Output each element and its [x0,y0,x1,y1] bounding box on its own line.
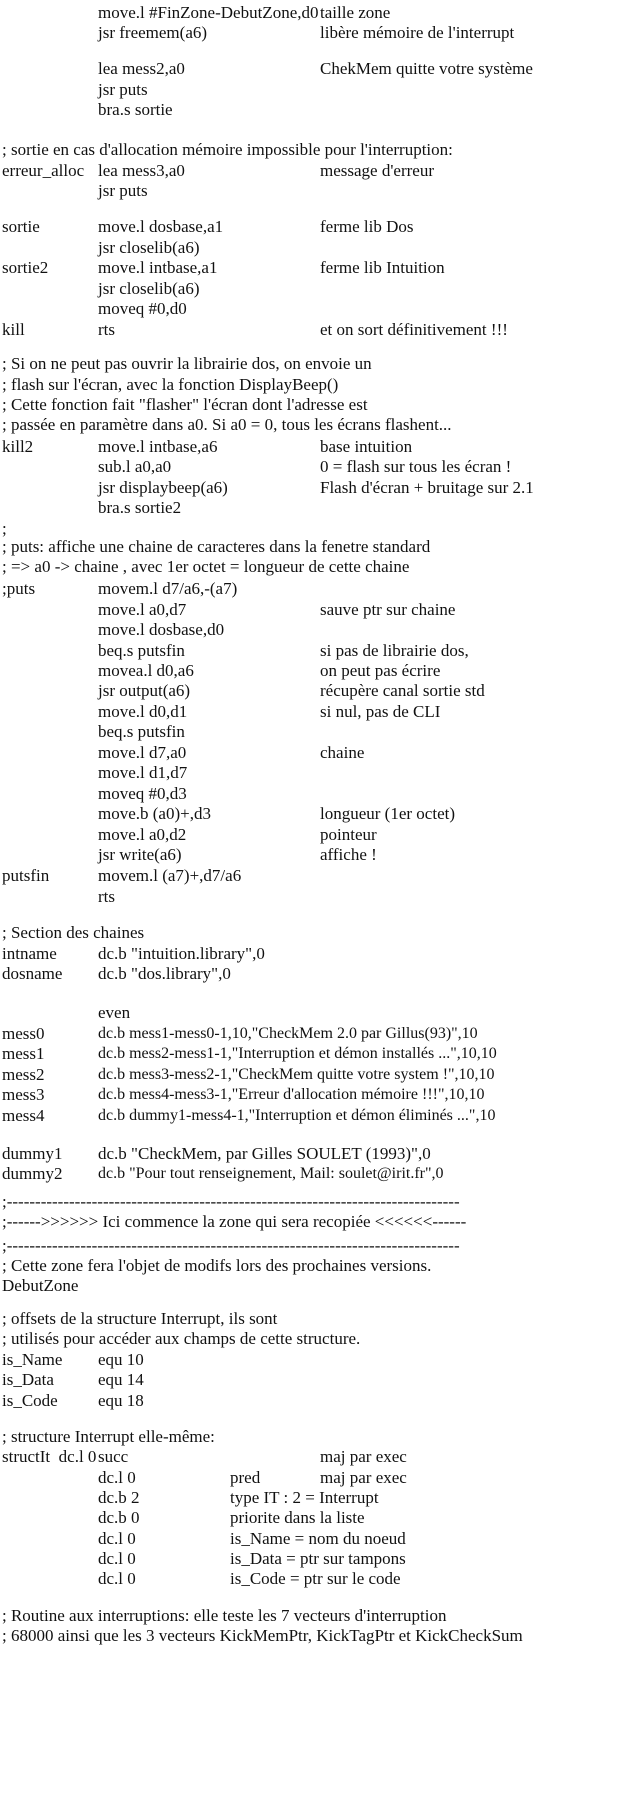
code-line-label-or-comment: is_Name [2,1350,63,1369]
code-line [0,1105,639,1126]
code-line [0,1487,639,1508]
code-line [0,1235,639,1256]
code-line-comment: et on sort définitivement !!! [320,320,508,339]
code-line-instruction: dc.b "dos.library",0 [98,964,231,983]
code-line [0,456,639,477]
code-line-instruction: move.l dosbase,a1 [98,217,224,236]
code-line [0,1143,639,1164]
code-line [0,680,639,701]
code-line [0,1023,639,1044]
code-line-comment: longueur (1er octet) [320,804,455,823]
code-line-instruction: move.l d7,a0 [98,743,187,762]
code-line-instruction: jsr freemem(a6) [98,23,208,42]
code-line-instruction: equ 10 [98,1350,144,1369]
code-line-field-name: type IT : 2 = Interrupt [230,1488,379,1507]
code-line-instruction: dc.l 0 [98,1549,136,1568]
code-line [0,278,639,299]
code-line [0,1211,639,1232]
code-line [0,762,639,783]
code-line-instruction: dc.b 0 [98,1508,140,1527]
code-line [0,660,639,681]
code-line-instruction: dc.l 0 [98,1529,136,1548]
code-line [0,497,639,518]
code-line [0,640,639,661]
code-line [0,783,639,804]
code-line-label-or-comment: ; offsets de la structure Interrupt, ils sont [2,1309,278,1328]
code-line [0,99,639,120]
code-line-instruction: succ [98,1447,129,1466]
code-line-comment: message d'erreur [320,161,434,180]
code-line-instruction: move.l intbase,a1 [98,258,218,277]
code-line [0,414,639,435]
code-line-comment: Flash d'écran + bruitage sur 2.1 [320,478,534,497]
code-line-label-or-comment: ; Routine aux interruptions: elle teste les 7 vecteurs d'interruption [2,1606,447,1625]
code-line [0,353,639,374]
code-line [0,216,639,237]
code-line [0,742,639,763]
code-line [0,865,639,886]
code-line-instruction: lea mess3,a0 [98,161,185,180]
code-line-label-or-comment: ; puts: affiche une chaine de caracteres dans la fenetre standard [2,537,431,556]
code-line [0,943,639,964]
code-line [0,844,639,865]
code-line-instruction: dc.b mess3-mess2-1,"CheckMem quitte votre system !",10,10 [98,1066,495,1083]
code-line-instruction: move.l d0,d1 [98,702,188,721]
code-line-comment: sauve ptr sur chaine [320,600,456,619]
code-line-label-or-comment: sortie [2,217,40,236]
code-line-instruction: movem.l (a7)+,d7/a6 [98,866,242,885]
code-line [0,1528,639,1549]
code-line-label-or-comment: mess1 [2,1044,45,1063]
code-line-instruction: jsr output(a6) [98,681,191,700]
code-line [0,374,639,395]
code-line-instruction: dc.l 0 [98,1468,136,1487]
code-line-label-or-comment: putsfin [2,866,50,885]
code-line-comment: 0 = flash sur tous les écran ! [320,457,512,476]
code-line [0,180,639,201]
code-line [0,1568,639,1589]
code-line [0,803,639,824]
code-line-instruction: movea.l d0,a6 [98,661,194,680]
code-line-instruction: lea mess2,a0 [98,59,185,78]
code-line [0,922,639,943]
code-line-label-or-comment: dosname [2,964,63,983]
code-line [0,556,639,577]
code-line-label-or-comment: sortie2 [2,258,49,277]
code-line-field-name: priorite dans la liste [230,1508,365,1527]
code-line-label-or-comment: ; Section des chaines [2,923,145,942]
code-line-instruction: even [98,1003,131,1022]
code-line-instruction: equ 14 [98,1370,144,1389]
code-line-comment: libère mémoire de l'interrupt [320,23,515,42]
code-line-label-or-comment: kill [2,320,25,339]
code-line [0,394,639,415]
code-line [0,1255,639,1276]
code-line-label-or-comment: erreur_alloc [2,161,85,180]
code-line-comment: chaine [320,743,365,762]
code-line [0,1275,639,1296]
code-line [0,58,639,79]
code-line-instruction: jsr closelib(a6) [98,238,200,257]
code-line-instruction: dc.b mess2-mess1-1,"Interruption et démon installés ...",10,10 [98,1045,497,1062]
code-line-instruction: move.l a0,d7 [98,600,187,619]
code-line-label-or-comment: ; [2,519,7,538]
code-line [0,139,639,160]
code-line-instruction: movem.l d7/a6,-(a7) [98,579,238,598]
code-line-label-or-comment: dummy1 [2,1144,63,1163]
code-line-field-name: is_Data = ptr sur tampons [230,1549,406,1568]
code-line [0,237,639,258]
code-line-comment: ChekMem quitte votre système [320,59,533,78]
code-line-label-or-comment: ;-------------------------------------------------------------------------------- [2,1236,460,1255]
code-line-instruction: equ 18 [98,1391,144,1410]
code-line-instruction: dc.b mess1-mess0-1,10,"CheckMem 2.0 par Gillus(93)",10 [98,1025,478,1042]
code-line-label-or-comment: mess4 [2,1106,45,1125]
code-line-instruction: moveq #0,d3 [98,784,187,803]
code-line-comment: maj par exec [320,1468,407,1487]
code-line [0,1043,639,1064]
code-line-instruction: dc.b mess4-mess3-1,"Erreur d'allocation mémoire !!!",10,10 [98,1086,485,1103]
code-line-comment: si pas de librairie dos, [320,641,469,660]
code-line-instruction: bra.s sortie2 [98,498,182,517]
code-line-comment: ferme lib Dos [320,217,414,236]
code-line-instruction: move.l a0,d2 [98,825,187,844]
code-line-label-or-comment: is_Data [2,1370,54,1389]
code-line [0,1084,639,1105]
code-line [0,721,639,742]
code-line [0,477,639,498]
code-line-label-or-comment: ; Si on ne peut pas ouvrir la librairie dos, on envoie un [2,354,372,373]
code-line-comment: pointeur [320,825,377,844]
code-line-instruction: move.l dosbase,d0 [98,620,225,639]
code-line-label-or-comment: DebutZone [2,1276,79,1295]
code-line [0,1467,639,1488]
code-line-label-or-comment: kill2 [2,437,34,456]
code-line-instruction: jsr write(a6) [98,845,182,864]
code-line-label-or-comment: mess2 [2,1065,45,1084]
code-line [0,298,639,319]
code-line-label-or-comment: ; structure Interrupt elle-même: [2,1427,215,1446]
code-line [0,22,639,43]
code-line-label-or-comment: ; flash sur l'écran, avec la fonction DisplayBeep() [2,375,339,394]
code-line-instruction: beq.s putsfin [98,722,185,741]
code-line-instruction: rts [98,320,115,339]
code-line-field-name: is_Name = nom du noeud [230,1529,406,1548]
code-line [0,1349,639,1370]
code-line [0,1507,639,1528]
code-line [0,79,639,100]
code-line [0,1308,639,1329]
code-line-instruction: dc.l 0 [98,1569,136,1588]
code-line-label-or-comment: mess0 [2,1024,45,1043]
code-line [0,886,639,907]
code-line [0,1328,639,1349]
code-line-label-or-comment: ; Cette zone fera l'objet de modifs lors des prochaines versions. [2,1256,432,1275]
code-line-label-or-comment: ; sortie en cas d'allocation mémoire impossible pour l'interruption: [2,140,453,159]
code-line [0,963,639,984]
code-line-instruction: move.b (a0)+,d3 [98,804,211,823]
code-line [0,436,639,457]
code-line [0,701,639,722]
code-line-label-or-comment: ; utilisés pour accéder aux champs de cette structure. [2,1329,361,1348]
code-line-instruction: bra.s sortie [98,100,173,119]
code-line-instruction: dc.b dummy1-mess4-1,"Interruption et démon éliminés ...",10 [98,1107,496,1124]
code-line-label-or-comment: ; passée en paramètre dans a0. Si a0 = 0, tous les écrans flashent... [2,415,452,434]
code-line-comment: affiche ! [320,845,377,864]
code-line-label-or-comment: ;-------------------------------------------------------------------------------- [2,1192,460,1211]
code-line-field-name: pred [230,1468,261,1487]
code-line-instruction: jsr closelib(a6) [98,279,200,298]
code-line-label-or-comment: ;puts [2,579,36,598]
code-line [0,257,639,278]
code-line-comment: récupère canal sortie std [320,681,485,700]
code-line [0,1605,639,1626]
code-line-instruction: moveq #0,d0 [98,299,187,318]
code-line-instruction: rts [98,887,115,906]
code-line-label-or-comment: is_Code [2,1391,58,1410]
code-line [0,1064,639,1085]
code-line-instruction: dc.b "CheckMem, par Gilles SOULET (1993)",0 [98,1144,431,1163]
code-line [0,1002,639,1023]
code-line [0,536,639,557]
code-line-label-or-comment: ;------>>>>>> Ici commence la zone qui sera recopiée <<<<<<------ [2,1212,467,1231]
code-line-field-name: is_Code = ptr sur le code [230,1569,401,1588]
code-line [0,319,639,340]
code-line-comment: on peut pas écrire [320,661,441,680]
code-line-comment: si nul, pas de CLI [320,702,441,721]
code-line-comment: ferme lib Intuition [320,258,445,277]
code-line [0,1426,639,1447]
code-line-instruction: move.l #FinZone-DebutZone,d0 [98,3,319,22]
code-line [0,1625,639,1646]
code-line [0,599,639,620]
code-line [0,160,639,181]
code-line-instruction: beq.s putsfin [98,641,185,660]
code-line-label-or-comment: mess3 [2,1085,45,1104]
code-line-instruction: jsr puts [98,181,148,200]
code-line-label-or-comment: structIt dc.l 0 [2,1447,97,1466]
code-line-label-or-comment: ; => a0 -> chaine , avec 1er octet = longueur de cette chaine [2,557,410,576]
code-line-comment: taille zone [320,3,391,22]
code-line-instruction: move.l intbase,a6 [98,437,218,456]
code-line-label-or-comment: ; Cette fonction fait "flasher" l'écran dont l'adresse est [2,395,368,414]
code-line [0,578,639,599]
code-line-label-or-comment: ; 68000 ainsi que les 3 vecteurs KickMemPtr, KickTagPtr et KickCheckSum [2,1626,523,1645]
code-line [0,1163,639,1184]
code-line-instruction: sub.l a0,a0 [98,457,172,476]
code-line [0,619,639,640]
code-line-instruction: dc.b "Pour tout renseignement, Mail: soulet@irit.fr",0 [98,1165,444,1182]
code-line [0,1191,639,1212]
code-line-instruction: dc.b 2 [98,1488,140,1507]
code-line [0,1446,639,1467]
code-line-instruction: dc.b "intuition.library",0 [98,944,265,963]
code-line [0,1390,639,1411]
code-line-comment: maj par exec [320,1447,407,1466]
code-line [0,1369,639,1390]
code-line-instruction: move.l d1,d7 [98,763,188,782]
code-line [0,1548,639,1569]
code-line-instruction: jsr displaybeep(a6) [98,478,228,497]
code-line-comment: base intuition [320,437,413,456]
code-line-label-or-comment: dummy2 [2,1164,63,1183]
code-line-label-or-comment: intname [2,944,57,963]
code-line-instruction: jsr puts [98,80,148,99]
code-line [0,2,639,23]
code-line [0,824,639,845]
